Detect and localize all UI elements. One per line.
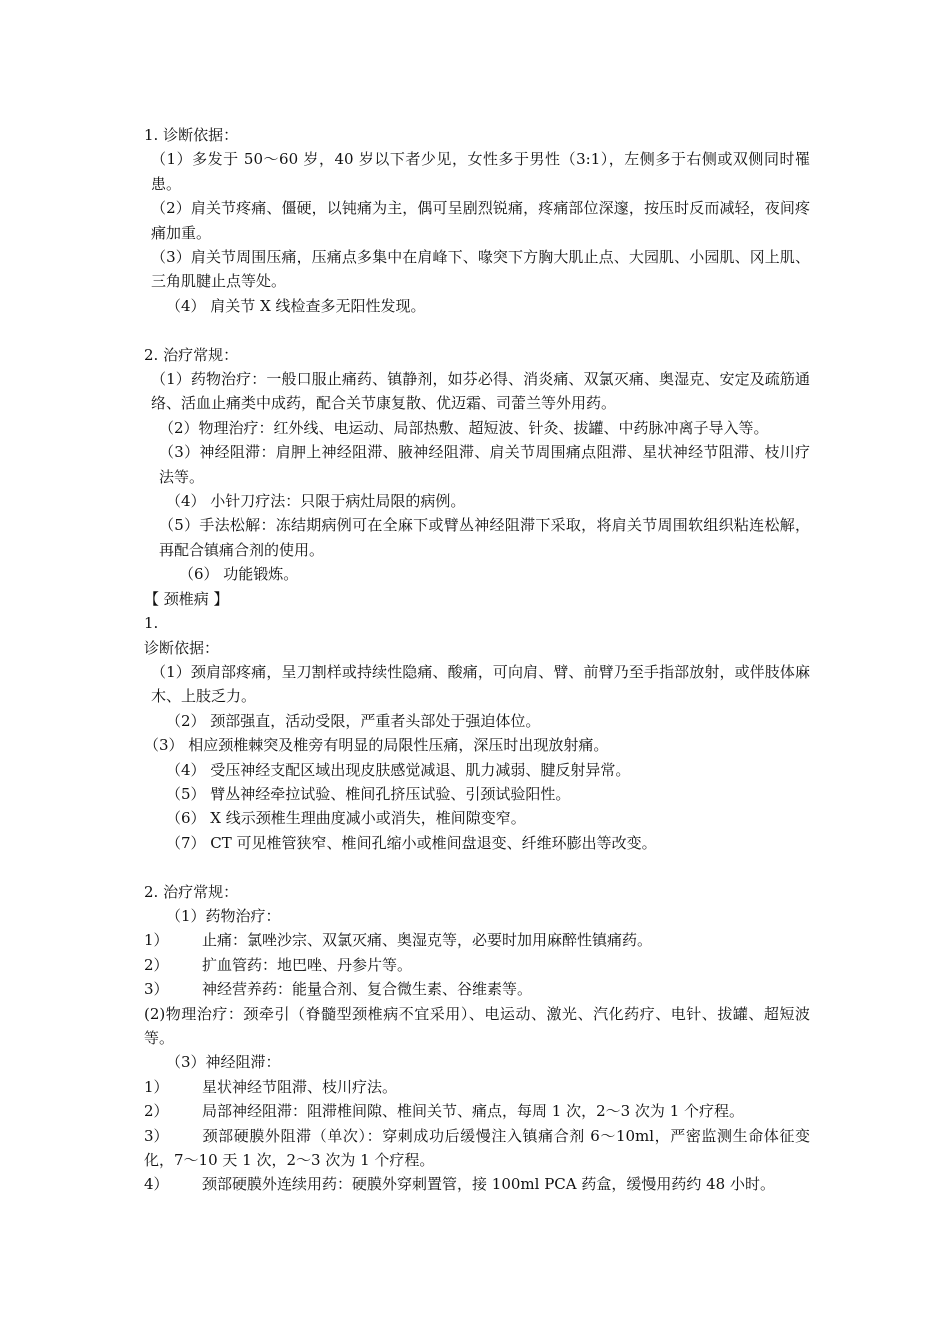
list-number: 3）	[144, 1126, 169, 1145]
list-number: 1）	[144, 1077, 169, 1096]
shoulder-treatment-item-4: （4） 小针刀疗法：只限于病灶局限的病例。	[166, 492, 466, 511]
shoulder-treatment-item-3: （3）神经阻滞：肩胛上神经阻滞、腋神经阻滞、肩关节周围痛点阻滞、星状神经节阻滞、枝川疗法等。	[159, 443, 810, 486]
list-number: 1）	[144, 931, 169, 950]
cervical-block-heading: （3）神经阻滞：	[166, 1053, 281, 1072]
cervical-section-title: 【 颈椎病 】	[144, 589, 229, 608]
cervical-drug-item-1	[144, 928, 810, 952]
cervical-treatment-heading: 2. 治疗常规：	[144, 882, 239, 901]
blank-line	[144, 855, 810, 879]
cervical-diagnosis-item-4: （4） 受压神经支配区域出现皮肤感觉减退、肌力减弱、腱反射异常。	[166, 760, 631, 779]
shoulder-diagnosis-heading: 1. 诊断依据：	[144, 126, 239, 144]
shoulder-treatment-item-1: （1）药物治疗：一般口服止痛药、镇静剂，如芬必得、消炎痛、双氯灭痛、奥湿克、安定及疏筋通络、活血止痛类中成药，配合关节康复散、优迈霜、司蕾兰等外用药。	[151, 370, 810, 413]
shoulder-diagnosis-item-2: （2）肩关节疼痛、僵硬，以钝痛为主，偶可呈剧烈锐痛，疼痛部位深邃，按压时反而减轻，夜间疼痛加重。	[151, 199, 810, 242]
cervical-diagnosis-item-7: （7） CT 可见椎管狭窄、椎间孔缩小或椎间盘退变、纤维环膨出等改变。	[166, 833, 657, 852]
cervical-diagnosis-item-3: （3） 相应颈椎棘突及椎旁有明显的局限性压痛，深压时出现放射痛。	[144, 736, 609, 755]
shoulder-treatment-item-6: （6） 功能锻炼。	[179, 565, 299, 584]
cervical-block-item-2	[144, 1099, 810, 1123]
cervical-diagnosis-number: 1.	[144, 614, 159, 633]
cervical-diagnosis-item-6: （6） X 线示颈椎生理曲度减小或消失，椎间隙变窄。	[166, 809, 526, 828]
shoulder-treatment-item-5: （5）手法松解：冻结期病例可在全麻下或臂丛神经阻滞下采取，将肩关节周围软组织粘连松解，再配合镇痛合剂的使用。	[159, 516, 810, 559]
shoulder-diagnosis-item-4: （4） 肩关节 X 线检查多无阳性发现。	[166, 296, 426, 315]
shoulder-diagnosis-item-1: （1）多发于 50～60 岁，40 岁以下者少见，女性多于男性（3:1），左侧多于右侧或双侧同时罹患。	[151, 150, 810, 193]
cervical-block-item-3	[144, 1124, 810, 1173]
shoulder-treatment-heading: 2. 治疗常规：	[144, 345, 239, 364]
list-text: 神经营养药：能量合剂、复合微生素、谷维素等。	[202, 980, 533, 999]
list-text: 扩血管药：地巴唑、丹参片等。	[202, 955, 413, 974]
list-text: 颈部硬膜外阻滞（单次）：穿刺成功后缓慢注入镇痛合剂 6～10ml，严密监测生命体征变化，7～10 天 1 次，2～3 次为 1 个疗程。	[144, 1126, 810, 1170]
document-body	[144, 123, 810, 1197]
cervical-block-item-1	[144, 1075, 810, 1099]
list-text: 止痛：氯唑沙宗、双氯灭痛、奥湿克等，必要时加用麻醉性镇痛药。	[202, 931, 653, 950]
cervical-diagnosis-item-2: （2） 颈部强直，活动受限，严重者头部处于强迫体位。	[166, 711, 541, 730]
cervical-drug-item-3	[144, 977, 810, 1001]
list-number: 2）	[144, 955, 169, 974]
shoulder-diagnosis-item-3: （3）肩关节周围压痛，压痛点多集中在肩峰下、喙突下方胸大肌止点、大园肌、小园肌、冈上肌、三角肌腱止点等处。	[151, 248, 810, 291]
list-text: 局部神经阻滞：阻滞椎间隙、椎间关节、痛点，每周 1 次，2～3 次为 1 个疗程。	[202, 1102, 745, 1121]
list-text: 颈部硬膜外连续用药：硬膜外穿刺置管，接 100ml PCA 药盒，缓慢用药约 48 小时。	[202, 1175, 775, 1194]
list-number: 4）	[144, 1175, 169, 1194]
cervical-drug-item-2	[144, 953, 810, 977]
cervical-block-item-4	[144, 1172, 810, 1196]
cervical-diagnosis-item-5: （5） 臂丛神经牵拉试验、椎间孔挤压试验、引颈试验阳性。	[166, 784, 571, 803]
list-number: 3）	[144, 980, 169, 999]
cervical-diagnosis-label: 诊断依据：	[144, 638, 220, 657]
cervical-diagnosis-item-1: （1）颈肩部疼痛，呈刀割样或持续性隐痛、酸痛，可向肩、臂、前臂乃至手指部放射，或伴肢体麻木、上肢乏力。	[151, 662, 810, 706]
blank-line	[144, 318, 810, 342]
shoulder-treatment-item-2: （2）物理治疗：红外线、电运动、局部热敷、超短波、针灸、拔罐、中药脉冲离子导入等。	[159, 418, 769, 437]
list-text: 星状神经节阻滞、枝川疗法。	[202, 1077, 398, 1096]
list-number: 2）	[144, 1102, 169, 1121]
cervical-drug-heading: （1）药物治疗：	[166, 906, 281, 925]
cervical-physio: (2)物理治疗：颈牵引（脊髓型颈椎病不宜采用）、电运动、激光、汽化药疗、电针、拔罐、超短波等。	[144, 1004, 810, 1047]
